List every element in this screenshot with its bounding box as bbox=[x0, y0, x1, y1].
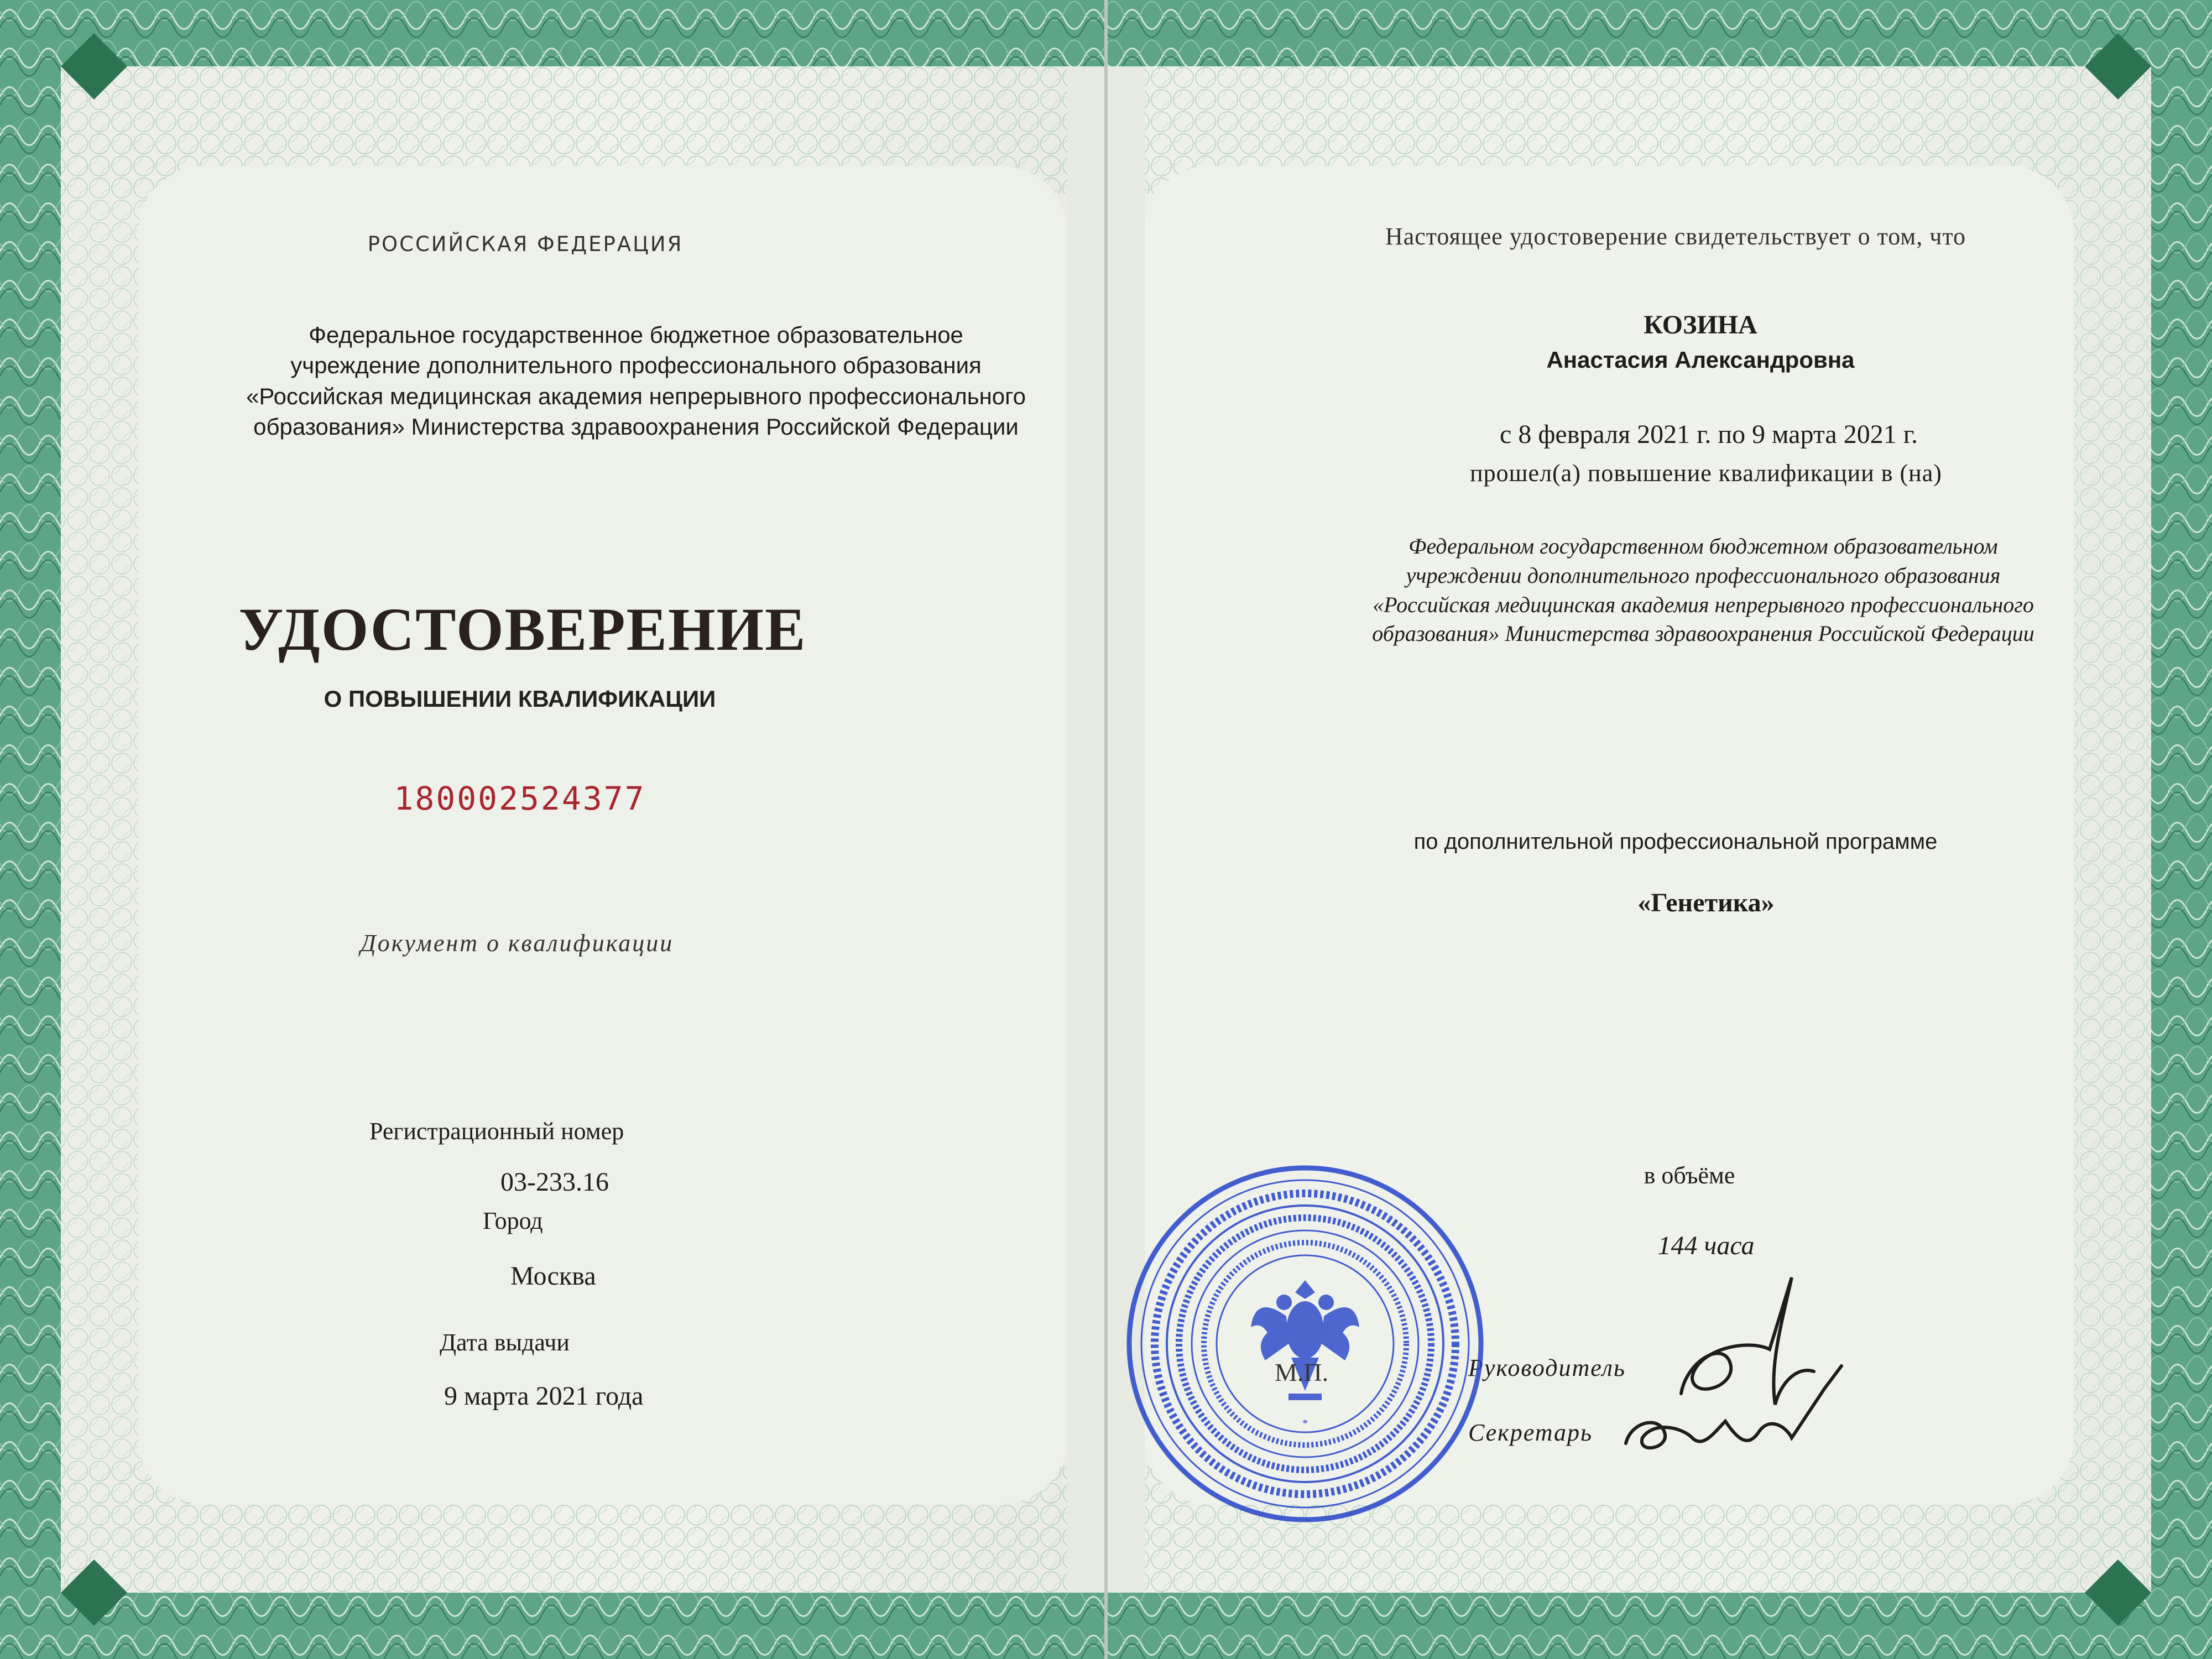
issue-date: 9 марта 2021 года bbox=[444, 1381, 644, 1411]
training-institution-line: образования» Министерства здравоохранения Российской Федерации bbox=[1372, 621, 2034, 646]
training-institution-line: «Российская медицинская академия непрерывного профессионального bbox=[1373, 592, 2034, 617]
certify-intro: Настоящее удостоверение свидетельствует о том, что bbox=[1385, 223, 1966, 250]
volume-label: в объёме bbox=[1644, 1162, 1735, 1189]
training-institution-line: Федеральном государственном бюджетном образовательном bbox=[1408, 534, 1998, 559]
document-type: Документ о квалификации bbox=[360, 930, 674, 957]
serial-number: 180002524377 bbox=[394, 780, 646, 817]
holder-surname: КОЗИНА bbox=[1644, 310, 1757, 340]
document-subtitle: О ПОВЫШЕНИИ КВАЛИФИКАЦИИ bbox=[324, 686, 716, 712]
program-label: по дополнительной профессиональной программе bbox=[1413, 830, 1938, 854]
reg-number: 03-233.16 bbox=[500, 1167, 609, 1197]
reg-number-label: Регистрационный номер bbox=[369, 1118, 624, 1145]
issuer-line: «Российская медицинская академия непрерывного профессионального bbox=[246, 383, 1026, 409]
issue-date-label: Дата выдачи bbox=[440, 1329, 570, 1356]
city-value: Москва bbox=[510, 1261, 596, 1291]
city-label: Город bbox=[483, 1207, 543, 1234]
holder-given-names: Анастасия Александровна bbox=[1546, 347, 1855, 373]
svg-text:*: * bbox=[1302, 1417, 1308, 1430]
volume-hours: 144 часа bbox=[1657, 1231, 1755, 1260]
stamp-mark: М.П. bbox=[1275, 1358, 1329, 1386]
director-signature-icon bbox=[1681, 1277, 1814, 1405]
issuer-line: учреждение дополнительного профессионального образования bbox=[290, 352, 982, 379]
issuer-line: Федеральное государственное бюджетное образовательное bbox=[309, 322, 963, 348]
issuer-line: образования» Министерства здравоохранения Российской Федерации bbox=[253, 414, 1019, 440]
training-period: с 8 февраля 2021 г. по 9 марта 2021 г. bbox=[1500, 420, 1918, 449]
director-label: Руководитель bbox=[1468, 1354, 1626, 1381]
country-name: РОССИЙСКАЯ ФЕДЕРАЦИЯ bbox=[367, 232, 684, 256]
document-title: УДОСТОВЕРЕНИЕ bbox=[238, 596, 807, 663]
training-institution-line: учреждении дополнительного профессионального образования bbox=[1406, 562, 2001, 588]
secretary-label: Секретарь bbox=[1468, 1419, 1593, 1446]
training-completed-note: прошел(а) повышение квалификации в (на) bbox=[1470, 460, 1942, 487]
secretary-signature-icon bbox=[1626, 1366, 1841, 1448]
program-name: «Генетика» bbox=[1637, 888, 1775, 917]
